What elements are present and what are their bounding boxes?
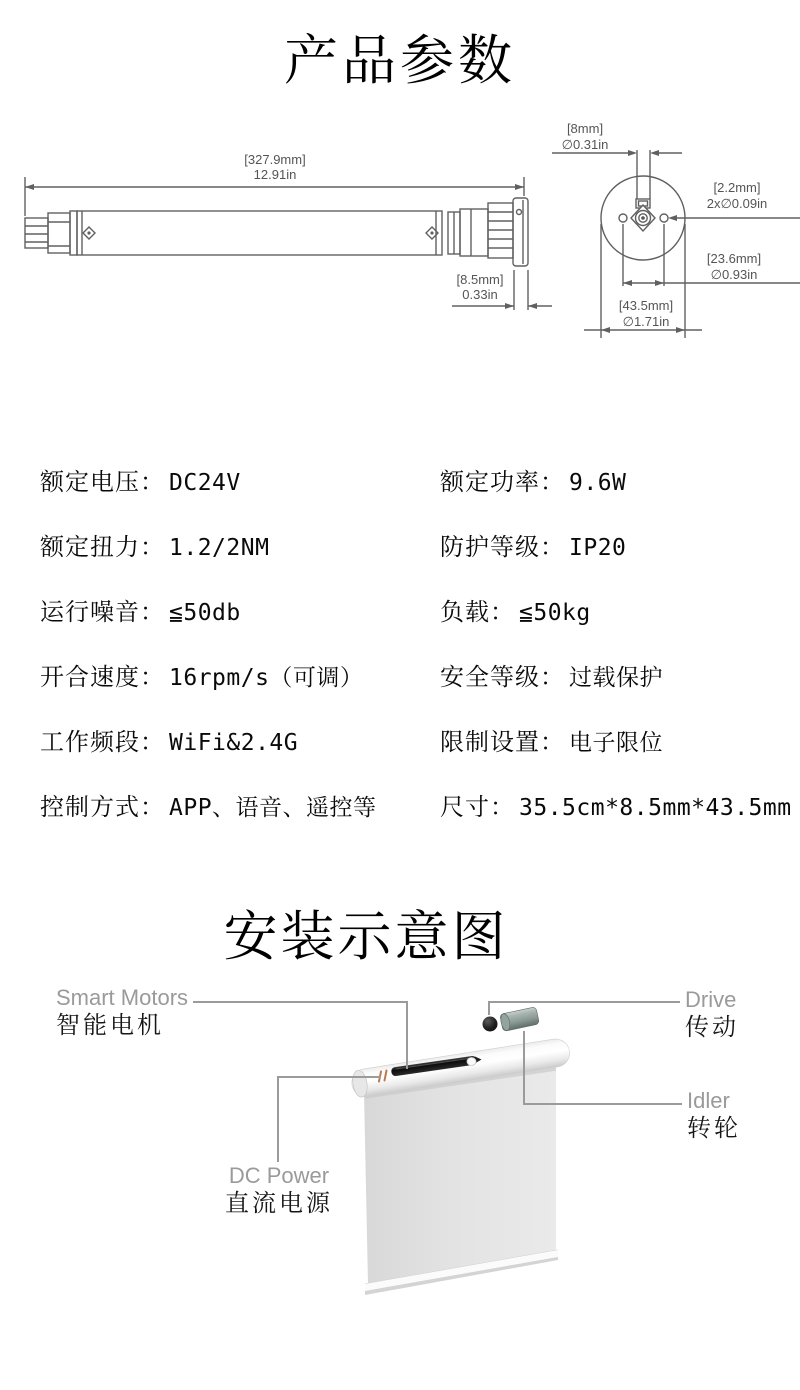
label-drive-zh: 传动 [685, 1014, 739, 1042]
spec-row-voltage [40, 462, 430, 496]
spec-value: 过载保护 [569, 665, 663, 691]
svg-text:2x∅0.09in: 2x∅0.09in [706, 196, 768, 211]
label-drive [685, 988, 739, 1042]
spec-row-safety [440, 657, 800, 691]
label-drive-en: Drive [685, 987, 737, 1012]
specs-column-left [40, 462, 430, 852]
spec-row-size [440, 787, 800, 821]
motor-end-view [601, 150, 685, 260]
svg-text:[327.9mm]: [327.9mm] [244, 152, 306, 167]
spec-label: 额定扭力： [40, 534, 165, 561]
label-dc-power [209, 1164, 349, 1218]
spec-label: 限制设置： [440, 729, 565, 756]
section-title-product-params: 产品参数 [284, 31, 516, 91]
spec-value: APP、语音、遥控等 [169, 795, 377, 821]
svg-text:[23.6mm]: [23.6mm] [706, 251, 762, 266]
spec-value: ≦50kg [519, 600, 591, 626]
spec-row-band [40, 722, 430, 756]
spec-row-limit [440, 722, 800, 756]
label-smart-motors-zh: 智能电机 [56, 1012, 164, 1040]
motor-side-view [25, 198, 528, 266]
spec-value: 16rpm/s（可调） [169, 665, 364, 691]
spec-label: 安全等级： [440, 664, 565, 691]
spec-value: 电子限位 [569, 730, 663, 756]
label-idler-en: Idler [687, 1088, 730, 1113]
spec-row-load [440, 592, 800, 626]
spec-label: 控制方式： [40, 794, 165, 821]
svg-text:0.33in: 0.33in [462, 287, 498, 302]
spec-value: 1.2/2NM [169, 535, 270, 561]
leader-smart-motors [193, 1002, 407, 1069]
spec-row-torque [40, 527, 430, 561]
motor-end-cap [467, 1058, 476, 1066]
label-smart-motors [56, 986, 188, 1040]
spec-label: 额定电压： [40, 469, 165, 496]
drive-adapter [483, 1017, 498, 1032]
svg-text:[8mm]: [8mm] [566, 121, 604, 136]
svg-text:[43.5mm]: [43.5mm] [618, 298, 674, 313]
dim-hole-pitch [623, 224, 800, 286]
spec-row-power [440, 462, 800, 496]
dim-diameter [584, 224, 702, 338]
dim-holes [668, 180, 800, 221]
spec-value: ≦50db [169, 600, 241, 626]
spec-value: WiFi&2.4G [169, 730, 299, 756]
spec-row-control [40, 787, 430, 821]
spec-label: 尺寸： [440, 794, 515, 821]
label-idler [687, 1089, 741, 1143]
svg-text:∅0.31in: ∅0.31in [561, 137, 609, 152]
spec-label: 负载： [440, 599, 515, 626]
tech-drawing [25, 121, 800, 338]
dim-length [25, 152, 524, 216]
section-title-install-diagram: 安装示意图 [223, 907, 509, 967]
specs-column-right [440, 462, 800, 852]
svg-text:12.91in: 12.91in [253, 167, 297, 182]
spec-row-speed [40, 657, 430, 691]
svg-text:∅1.71in: ∅1.71in [622, 314, 670, 329]
svg-text:[2.2mm]: [2.2mm] [713, 180, 761, 195]
spec-label: 工作频段： [40, 729, 165, 756]
idler-wheel [499, 1007, 539, 1032]
spec-row-ip [440, 527, 800, 561]
svg-text:∅0.93in: ∅0.93in [710, 267, 758, 282]
install-illustration [193, 1002, 682, 1295]
spec-value: DC24V [169, 470, 241, 496]
dim-cap-width [452, 270, 552, 310]
spec-label: 额定功率： [440, 469, 565, 496]
spec-value: 9.6W [569, 470, 627, 496]
spec-label: 运行噪音： [40, 599, 165, 626]
label-dc-power-zh: 直流电源 [225, 1190, 333, 1218]
spec-label: 防护等级： [440, 534, 565, 561]
label-idler-zh: 转轮 [687, 1115, 741, 1143]
blind-fabric [364, 1065, 556, 1284]
spec-value: IP20 [569, 535, 627, 561]
dim-shaft [552, 121, 682, 156]
label-dc-power-en: DC Power [228, 1163, 330, 1188]
spec-value: 35.5cm*8.5mm*43.5mm [519, 795, 792, 821]
label-smart-motors-en: Smart Motors [56, 985, 189, 1010]
svg-text:[8.5mm]: [8.5mm] [456, 272, 504, 287]
spec-label: 开合速度： [40, 664, 165, 691]
spec-row-noise [40, 592, 430, 626]
